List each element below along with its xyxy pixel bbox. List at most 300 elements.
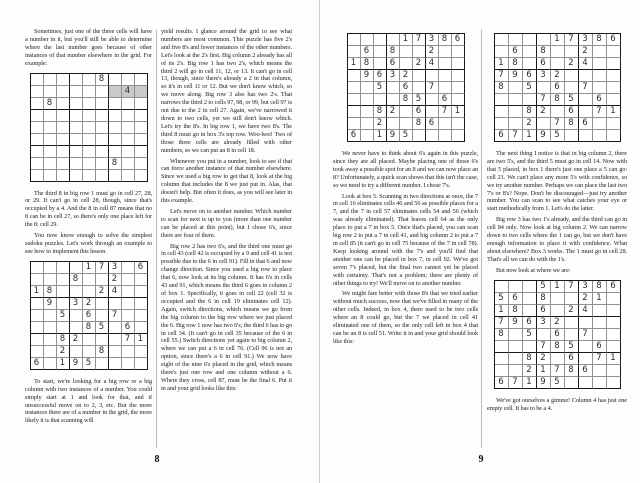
sudoku-cell-r1c5: 1 — [551, 34, 565, 46]
sudoku-cell-r2c9 — [135, 274, 148, 286]
sudoku-cell-r8c3: 2 — [523, 118, 537, 130]
sudoku-cell-r2c3 — [523, 46, 537, 58]
sudoku-cell-r7c5 — [83, 146, 96, 158]
sudoku-cell-r7c6: 6 — [413, 106, 426, 118]
page8-col1-paragraph-3: You now know enough to solve the simplest sudoku puzzles. Let's work through an example to see how to implement this lesson. — [25, 232, 152, 255]
sudoku-cell-r9c3: 1 — [374, 130, 387, 142]
sudoku-cell-r5c3 — [57, 122, 70, 134]
sudoku-cell-r2c1 — [31, 274, 44, 286]
sudoku-cell-r4c7 — [579, 70, 593, 82]
sudoku-cell-r4c6 — [565, 317, 579, 329]
sudoku-cell-r7c6 — [96, 146, 109, 158]
sudoku-cell-r5c7: 7 — [109, 310, 122, 322]
sudoku-cell-r6c7 — [109, 322, 122, 334]
sudoku-cell-r4c1: 7 — [495, 70, 509, 82]
sudoku-cell-r4c3: 6 — [523, 70, 537, 82]
sudoku-cell-r6c5: 8 — [551, 341, 565, 353]
sudoku-cell-r9c7 — [426, 130, 439, 142]
sudoku-cell-r2c2 — [44, 274, 57, 286]
sudoku-cell-r6c9 — [135, 134, 148, 146]
sudoku-cell-r3c4 — [70, 286, 83, 298]
sudoku-cell-r7c8: 7 — [593, 106, 607, 118]
sudoku-cell-r9c5: 5 — [551, 377, 565, 389]
sudoku-cell-r3c9 — [135, 286, 148, 298]
sudoku-cell-r6c5: 8 — [400, 94, 413, 106]
sudoku-cell-r6c7 — [579, 94, 593, 106]
sudoku-cell-r2c3 — [374, 46, 387, 58]
sudoku-cell-r8c3: 2 — [374, 118, 387, 130]
page8-column-1 — [25, 28, 152, 428]
sudoku-cell-r2c1 — [348, 46, 361, 58]
sudoku-cell-r7c8: 7 — [593, 353, 607, 365]
sudoku-cell-r6c4: 7 — [537, 341, 551, 353]
sudoku-cell-r8c6: 8 — [96, 346, 109, 358]
sudoku-cell-r7c2 — [44, 334, 57, 346]
sudoku-cell-r3c4: 6 — [537, 305, 551, 317]
sudoku-cell-r4c9 — [452, 70, 465, 82]
sudoku-cell-r8c8 — [593, 365, 607, 377]
sudoku-cell-r4c3 — [57, 298, 70, 310]
sudoku-cell-r4c2: 9 — [509, 317, 523, 329]
sudoku-cell-r9c2 — [361, 130, 374, 142]
sudoku-cell-r6c8: 6 — [593, 94, 607, 106]
sudoku-cell-r2c7: 2 — [579, 46, 593, 58]
sudoku-cell-r8c1 — [31, 346, 44, 358]
sudoku-cell-r2c4: 8 — [70, 274, 83, 286]
sudoku-cell-r9c3: 1 — [57, 358, 70, 370]
sudoku-cell-r5c5: 6 — [400, 82, 413, 94]
sudoku-cell-r8c2 — [361, 118, 374, 130]
sudoku-cell-r2c3 — [523, 293, 537, 305]
page9-col2-paragraph-3: But now look at where we are: — [496, 266, 571, 274]
sudoku-cell-r4c4 — [70, 110, 83, 122]
sudoku-cell-r3c3 — [57, 98, 70, 110]
sudoku-cell-r5c6 — [413, 82, 426, 94]
sudoku-cell-r2c6 — [96, 86, 109, 98]
sudoku-cell-r2c7: 2 — [426, 46, 439, 58]
sudoku-cell-r2c9 — [607, 293, 621, 305]
sudoku-cell-r2c2: 6 — [509, 293, 523, 305]
sudoku-cell-r7c7 — [579, 106, 593, 118]
sudoku-cell-r1c3 — [523, 281, 537, 293]
sudoku-cell-r4c2 — [44, 110, 57, 122]
sudoku-cell-r1c8: 8 — [439, 34, 452, 46]
sudoku-cell-r3c6: 2 — [96, 286, 109, 298]
sudoku-cell-r4c5: 2 — [83, 298, 96, 310]
sudoku-cell-r5c8 — [593, 82, 607, 94]
sudoku-cell-r2c1: 5 — [495, 293, 509, 305]
page9-col2-paragraph-1: The next thing I notice is that in big column 2, there are two 5's, and the third 5 must go in cell 14. Now with that 5 placed, in box 1 there's just one place a 5 can go: cell 21. We can't place any more 5's with confidence, so we try another number. Perhaps we can place the last two 7's or 8's? Nope. Don't be discouraged—just try another number. You can scan to see what catches your eye or start methodically from 1. Let's do the latter. — [487, 150, 627, 213]
sudoku-cell-r1c7: 3 — [426, 34, 439, 46]
sudoku-cell-r3c8 — [122, 98, 135, 110]
sudoku-cell-r3c5 — [551, 58, 565, 70]
sudoku-cell-r1c6: 7 — [96, 262, 109, 274]
sudoku-cell-r2c1 — [31, 86, 44, 98]
sudoku-cell-r1c7: 3 — [109, 262, 122, 274]
sudoku-cell-r3c3 — [523, 58, 537, 70]
sudoku-cell-r1c9: 6 — [607, 34, 621, 46]
sudoku-cell-r8c8 — [122, 346, 135, 358]
sudoku-cell-r3c4: 6 — [387, 58, 400, 70]
sudoku-cell-r8c8 — [593, 118, 607, 130]
sudoku-cell-r9c9 — [607, 377, 621, 389]
sudoku-cell-r3c5 — [83, 286, 96, 298]
sudoku-cell-r3c7 — [109, 98, 122, 110]
sudoku-cell-r5c9 — [135, 122, 148, 134]
sudoku-cell-r7c2 — [509, 106, 523, 118]
sudoku-cell-r6c8 — [122, 134, 135, 146]
sudoku-cell-r5c4 — [70, 310, 83, 322]
sudoku-cell-r4c1: 7 — [495, 317, 509, 329]
sudoku-cell-r9c4: 9 — [537, 377, 551, 389]
sudoku-grid-after-sixes — [347, 33, 465, 142]
sudoku-cell-r7c6: 6 — [565, 353, 579, 365]
sudoku-cell-r3c2: 8 — [361, 58, 374, 70]
sudoku-cell-r7c4: 2 — [537, 106, 551, 118]
sudoku-cell-r9c1: 6 — [348, 130, 361, 142]
sudoku-cell-r6c6: 5 — [565, 94, 579, 106]
sudoku-cell-r1c1 — [31, 74, 44, 86]
sudoku-cell-r2c7: 2 — [109, 274, 122, 286]
sudoku-cell-r9c6 — [96, 358, 109, 370]
sudoku-cell-r6c3 — [374, 94, 387, 106]
sudoku-cell-r3c1: 1 — [495, 305, 509, 317]
sudoku-cell-r2c5 — [551, 46, 565, 58]
sudoku-cell-r7c9 — [135, 146, 148, 158]
sudoku-cell-r4c4: 3 — [70, 298, 83, 310]
sudoku-cell-r4c9 — [607, 317, 621, 329]
sudoku-cell-r5c3: 5 — [57, 310, 70, 322]
sudoku-cell-r7c1 — [495, 353, 509, 365]
sudoku-cell-r4c6 — [96, 110, 109, 122]
page9-col1-paragraph-1: We never have to think about 6's again in this puzzle, since they are all placed. Maybe placing one of those 6's took away a possible spot for an 8 and we can now place an 8? Unfortunately, a quick scan shows that this isn't the case, so we need to try a different number. I chose 7's. — [333, 150, 478, 189]
sudoku-cell-r4c8 — [122, 110, 135, 122]
sudoku-cell-r4c9 — [135, 298, 148, 310]
sudoku-cell-r6c2 — [509, 341, 523, 353]
sudoku-cell-r6c9 — [135, 322, 148, 334]
sudoku-cell-r4c4: 3 — [537, 70, 551, 82]
sudoku-cell-r5c6 — [565, 329, 579, 341]
sudoku-cell-r7c7 — [109, 334, 122, 346]
sudoku-cell-r1c3 — [57, 262, 70, 274]
sudoku-cell-r1c6: 7 — [413, 34, 426, 46]
sudoku-cell-r9c2: 7 — [509, 377, 523, 389]
sudoku-cell-r7c9: 1 — [607, 353, 621, 365]
sudoku-cell-r9c1: 6 — [495, 130, 509, 142]
sudoku-cell-r8c3: 2 — [57, 346, 70, 358]
sudoku-cell-r1c7 — [109, 74, 122, 86]
sudoku-cell-r8c7: 6 — [579, 118, 593, 130]
sudoku-cell-r2c5 — [83, 274, 96, 286]
sudoku-cell-r3c1: 1 — [31, 286, 44, 298]
sudoku-cell-r1c6: 7 — [565, 281, 579, 293]
sudoku-cell-r5c1 — [31, 122, 44, 134]
page8-col1-paragraph-1: Sometimes, just one of the three cells will have a number in it, but you'll still be able to determine where the last number goes because of other instances of that number elsewhere in the grid. For example: — [25, 28, 152, 67]
sudoku-cell-r8c1 — [495, 118, 509, 130]
sudoku-cell-r8c7: 6 — [426, 118, 439, 130]
sudoku-cell-r5c2 — [44, 122, 57, 134]
sudoku-cell-r7c1 — [31, 334, 44, 346]
page8-col2-paragraph-4: Big row 2 has two 6's, and the third one must go in cell 43 (cell 42 is occupied by a 9 and cell 41 is not possible due to the 6 in cell 91). Fill in that 6 and now change direction. Since you used a big row to place that 6, now look at its big column. It has 6's in cells 43 and 91, which means the third 6 goes in column 2 of box 1. Specifically, it goes in cell 22 (cell 32 is occupied and the 6 in cell 19 eliminates cell 12). Again, switch directions, which means we go from the big column to the big row where we just placed the 6. Big row 1 now has two 6's; the third 6 has to go in cell 34. (It can't go in cell 35 because of the 6 in cell 55.) Switch directions yet again to big column 2, where we can put a 6 in cell 76. (Cell 96 is not an option, since there's a 6 in cell 91.) We now have eight of the nine 6's placed in the grid, which means there's just one row and one column without a 6. Where they cross, cell 87, must be the final 6. Put it in and your grid looks like this: — [161, 242, 292, 392]
sudoku-cell-r8c2 — [509, 365, 523, 377]
sudoku-cell-r5c4 — [70, 122, 83, 134]
sudoku-cell-r3c7: 4 — [109, 286, 122, 298]
sudoku-cell-r3c8 — [593, 58, 607, 70]
page8-column-2 — [161, 28, 292, 396]
sudoku-cell-r5c5: 6 — [551, 329, 565, 341]
sudoku-cell-r4c8 — [439, 70, 452, 82]
sudoku-cell-r3c1: 1 — [348, 58, 361, 70]
sudoku-cell-r3c7: 4 — [579, 305, 593, 317]
sudoku-cell-r2c6 — [565, 293, 579, 305]
sudoku-cell-r5c3: 5 — [523, 82, 537, 94]
sudoku-cell-r9c7 — [579, 377, 593, 389]
sudoku-cell-r3c9 — [607, 305, 621, 317]
sudoku-cell-r3c3 — [523, 305, 537, 317]
sudoku-cell-r9c6 — [565, 377, 579, 389]
sudoku-cell-r1c8 — [122, 262, 135, 274]
sudoku-cell-r5c4 — [537, 82, 551, 94]
sudoku-cell-r2c8: 4 — [122, 86, 135, 98]
sudoku-cell-r8c5: 7 — [551, 365, 565, 377]
sudoku-cell-r1c9: 6 — [607, 281, 621, 293]
sudoku-cell-r2c9 — [135, 86, 148, 98]
sudoku-cell-r7c5 — [551, 353, 565, 365]
sudoku-cell-r6c8: 6 — [593, 341, 607, 353]
sudoku-cell-r6c7 — [426, 94, 439, 106]
sudoku-cell-r5c8 — [593, 329, 607, 341]
sudoku-cell-r1c1 — [31, 262, 44, 274]
sudoku-cell-r2c1 — [495, 46, 509, 58]
sudoku-cell-r9c5: 5 — [400, 130, 413, 142]
sudoku-cell-r6c5 — [83, 134, 96, 146]
sudoku-cell-r1c1 — [495, 34, 509, 46]
sudoku-cell-r2c5 — [83, 86, 96, 98]
sudoku-cell-r8c9 — [135, 158, 148, 170]
sudoku-cell-r2c9 — [607, 46, 621, 58]
sudoku-cell-r9c9 — [135, 358, 148, 370]
page8-col1-paragraph-4: To start, we're looking for a big row or a big column with two instances of a number. You could simply start at 1 and look for that, and if unsuccessful move on to 2, 3, etc. But the more instances there are of a number in the grid, the more likely it is that scanning will — [25, 377, 152, 425]
sudoku-cell-r2c3 — [57, 86, 70, 98]
sudoku-cell-r7c4 — [70, 146, 83, 158]
sudoku-cell-r7c8: 7 — [122, 334, 135, 346]
sudoku-cell-r9c8 — [593, 377, 607, 389]
sudoku-cell-r4c7 — [579, 317, 593, 329]
sudoku-cell-r4c4: 3 — [537, 317, 551, 329]
sudoku-grid-after-fives-ones — [494, 280, 621, 389]
sudoku-cell-r3c6 — [96, 98, 109, 110]
sudoku-cell-r6c3 — [523, 94, 537, 106]
sudoku-cell-r5c8 — [122, 310, 135, 322]
sudoku-cell-r4c9 — [135, 110, 148, 122]
sudoku-cell-r8c3: 2 — [523, 365, 537, 377]
sudoku-cell-r4c1 — [31, 110, 44, 122]
sudoku-cell-r4c7 — [109, 298, 122, 310]
sudoku-cell-r5c2 — [509, 82, 523, 94]
sudoku-cell-r1c8: 8 — [593, 281, 607, 293]
sudoku-cell-r9c8 — [439, 130, 452, 142]
sudoku-cell-r4c8 — [122, 298, 135, 310]
sudoku-cell-r8c1 — [31, 158, 44, 170]
sudoku-cell-r7c4: 2 — [537, 353, 551, 365]
sudoku-cell-r3c2: 8 — [509, 58, 523, 70]
sudoku-cell-r4c5 — [83, 110, 96, 122]
sudoku-cell-r5c2 — [509, 329, 523, 341]
sudoku-cell-r7c9: 1 — [452, 106, 465, 118]
sudoku-cell-r8c7: 8 — [109, 158, 122, 170]
sudoku-cell-r8c4: 1 — [537, 365, 551, 377]
sudoku-cell-r3c4: 6 — [537, 58, 551, 70]
sudoku-cell-r6c6: 5 — [96, 322, 109, 334]
sudoku-cell-r3c3 — [57, 286, 70, 298]
sudoku-cell-r7c2 — [361, 106, 374, 118]
sudoku-cell-r5c4 — [537, 329, 551, 341]
sudoku-cell-r1c6: 7 — [565, 34, 579, 46]
page9-col1-paragraph-2: Look at box 5. Scanning in two directions at once, the 7 in cell 16 eliminates cells 46 and 56 as possible places for a 7, and the 7 in cell 57 eliminates cells 54 and 56 (which was already eliminated). That leaves cell 64 as the only place to put a 7 in box 5. Once that's placed, you can scan big row 2 to put a 7 in cell 41, and big column 2 to put a 7 in cell 85 (it can't go in cell 75 because of the 7 in cell 78). Keep looking around with the 7's and you'll find that another one can be placed in box 7, in cell 92. We've got seven 7's placed, but the final two cannot yet be placed with certainty. That's not a problem; there are plenty of other things to try! We'll move on to another number. — [333, 192, 478, 287]
page9-column-divider — [481, 30, 482, 448]
sudoku-cell-r7c3: 8 — [523, 106, 537, 118]
sudoku-cell-r8c5 — [400, 118, 413, 130]
sudoku-cell-r2c9 — [452, 46, 465, 58]
sudoku-cell-r9c6 — [96, 170, 109, 182]
sudoku-cell-r2c8 — [122, 274, 135, 286]
sudoku-cell-r4c4: 3 — [387, 70, 400, 82]
sudoku-cell-r4c5: 2 — [551, 70, 565, 82]
sudoku-cell-r8c4 — [70, 346, 83, 358]
sudoku-cell-r4c2: 9 — [44, 298, 57, 310]
sudoku-cell-r1c5: 1 — [551, 281, 565, 293]
sudoku-cell-r9c9 — [135, 170, 148, 182]
sudoku-cell-r2c3 — [57, 274, 70, 286]
sudoku-cell-r5c6 — [96, 122, 109, 134]
sudoku-cell-r1c5 — [83, 74, 96, 86]
sudoku-cell-r8c4 — [70, 158, 83, 170]
sudoku-cell-r5c7: 7 — [426, 82, 439, 94]
sudoku-cell-r6c2 — [44, 322, 57, 334]
sudoku-cell-r1c5: 1 — [400, 34, 413, 46]
sudoku-cell-r3c5 — [83, 98, 96, 110]
sudoku-cell-r2c6 — [413, 46, 426, 58]
sudoku-cell-r5c9 — [135, 310, 148, 322]
sudoku-cell-r2c5 — [400, 46, 413, 58]
sudoku-cell-r3c7: 4 — [579, 58, 593, 70]
sudoku-cell-r6c6 — [96, 134, 109, 146]
sudoku-cell-r4c1 — [348, 70, 361, 82]
sudoku-cell-r5c7 — [109, 122, 122, 134]
sudoku-cell-r6c8: 6 — [439, 94, 452, 106]
sudoku-cell-r8c2 — [44, 346, 57, 358]
sudoku-cell-r5c9 — [452, 82, 465, 94]
sudoku-cell-r2c4: 8 — [387, 46, 400, 58]
sudoku-cell-r5c4 — [387, 82, 400, 94]
sudoku-cell-r5c1: 8 — [495, 82, 509, 94]
sudoku-cell-r7c5 — [400, 106, 413, 118]
sudoku-cell-r1c2 — [509, 281, 523, 293]
sudoku-cell-r5c5: 6 — [551, 82, 565, 94]
sudoku-cell-r6c4 — [387, 94, 400, 106]
sudoku-cell-r9c4: 9 — [70, 358, 83, 370]
sudoku-cell-r4c6 — [413, 70, 426, 82]
sudoku-cell-r4c8 — [593, 70, 607, 82]
page9-page-number: 9 — [478, 454, 484, 465]
sudoku-cell-r1c4 — [387, 34, 400, 46]
sudoku-cell-r7c2 — [44, 146, 57, 158]
sudoku-cell-r9c7 — [109, 358, 122, 370]
sudoku-cell-r8c1 — [348, 118, 361, 130]
sudoku-cell-r8c6: 8 — [565, 365, 579, 377]
sudoku-cell-r1c1 — [348, 34, 361, 46]
sudoku-cell-r9c1 — [31, 170, 44, 182]
sudoku-cell-r4c2: 9 — [361, 70, 374, 82]
sudoku-cell-r7c3: 8 — [374, 106, 387, 118]
sudoku-cell-r7c7 — [426, 106, 439, 118]
sudoku-cell-r7c4: 2 — [387, 106, 400, 118]
sudoku-cell-r9c6 — [413, 130, 426, 142]
sudoku-cell-r9c8 — [122, 170, 135, 182]
page9-col1-paragraph-3: We might fare better with those 8's that we tried earlier without much success, now that we've filled in many of the other cells. Indeed, in box 4, there used to be two cells where an 8 could go, but the 7 we placed in cell 41 eliminated one of them, so the only cell left in box 4 that can be an 8 is cell 51. Write it in and your grid should look like this: — [333, 290, 478, 345]
sudoku-cell-r5c6 — [96, 310, 109, 322]
sudoku-cell-r3c8 — [439, 58, 452, 70]
sudoku-cell-r7c5 — [83, 334, 96, 346]
sudoku-cell-r2c6 — [565, 46, 579, 58]
sudoku-cell-r6c2 — [361, 94, 374, 106]
page8-column-divider — [156, 30, 157, 448]
sudoku-cell-r8c9 — [607, 365, 621, 377]
sudoku-cell-r3c9 — [452, 58, 465, 70]
sudoku-cell-r2c2 — [44, 86, 57, 98]
sudoku-cell-r4c6 — [96, 298, 109, 310]
sudoku-cell-r6c3 — [57, 322, 70, 334]
sudoku-cell-r1c8: 8 — [593, 34, 607, 46]
sudoku-cell-r8c9 — [135, 346, 148, 358]
sudoku-cell-r6c7 — [109, 134, 122, 146]
sudoku-cell-r7c1 — [31, 146, 44, 158]
sudoku-cell-r7c7 — [109, 146, 122, 158]
sudoku-cell-r4c7 — [426, 70, 439, 82]
sudoku-cell-r7c3: 8 — [523, 353, 537, 365]
sudoku-cell-r1c4 — [70, 74, 83, 86]
sudoku-cell-r6c4 — [70, 322, 83, 334]
sudoku-cell-r8c5 — [83, 346, 96, 358]
sudoku-cell-r9c6 — [565, 130, 579, 142]
sudoku-cell-r8c8 — [122, 158, 135, 170]
sudoku-cell-r9c2 — [44, 170, 57, 182]
sudoku-cell-r6c1 — [31, 322, 44, 334]
sudoku-cell-r2c7: 2 — [579, 293, 593, 305]
sudoku-cell-r6c3 — [57, 134, 70, 146]
sudoku-cell-r9c4 — [70, 170, 83, 182]
sudoku-cell-r2c2: 6 — [509, 46, 523, 58]
sudoku-cell-r9c3: 1 — [523, 377, 537, 389]
sudoku-cell-r1c1 — [495, 281, 509, 293]
page-gutter-line — [319, 0, 320, 483]
sudoku-cell-r3c9 — [135, 98, 148, 110]
sudoku-cell-r3c9 — [607, 58, 621, 70]
sudoku-cell-r3c8 — [593, 305, 607, 317]
sudoku-cell-r3c1 — [31, 98, 44, 110]
sudoku-cell-r6c4 — [70, 134, 83, 146]
sudoku-cell-r4c6 — [565, 70, 579, 82]
sudoku-cell-r1c7: 3 — [579, 34, 593, 46]
sudoku-cell-r3c2: 8 — [509, 305, 523, 317]
sudoku-cell-r1c3 — [374, 34, 387, 46]
page8-col2-paragraph-1: yield results. I glance around the grid to see what numbers are most common. This puzzle has five 2's and five 8's and fewer instances of the other numbers. Let's look at the 2's first. Big column 2 already has all of its 2's. Big row 1 has two 2's, which means the third 2 will go in cell 11, 12, or 13. It can't go in cell 13, though, since there's already a 2 in that column, so it's in cell 11 or 12. But we don't know which, so we move along. Big row 3 also has two 2's. That narrows the third 2 to cells 97, 98, or 99, but cell 97 is out due to the 2 in cell 27. Again, we've narrowed it down to two cells, yet we still don't know which. Let's try the 8's. In big row 1, we have two 8's. The third 8 must go in box 3's top row. Woo-hoo! Two of those three cells are already filled with other numbers, so we can put an 8 in cell 18. — [161, 28, 292, 154]
sudoku-cell-r1c3 — [57, 74, 70, 86]
sudoku-cell-r1c4 — [537, 34, 551, 46]
sudoku-cell-r9c8 — [122, 358, 135, 370]
sudoku-cell-r4c1 — [31, 298, 44, 310]
sudoku-cell-r1c9: 6 — [452, 34, 465, 46]
